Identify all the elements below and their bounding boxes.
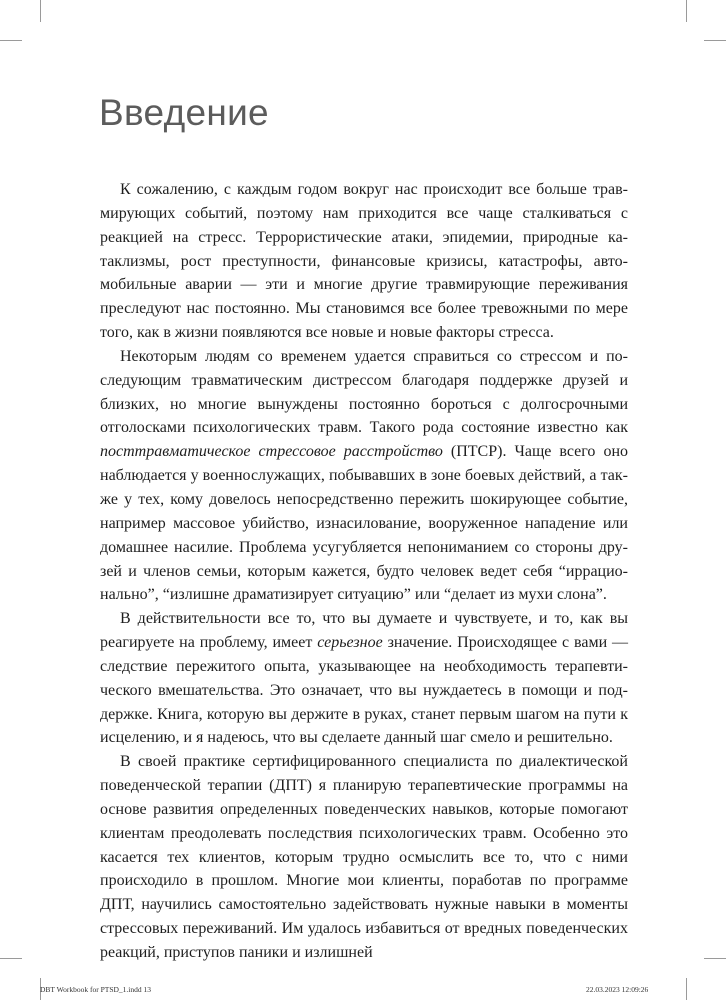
body-paragraph (100, 178, 628, 345)
paragraph-text: К сожалению, с каждым годом вокруг нас происходит все больше травмирующих событий, поэтому нам приходится все чаще сталкиваться с реакцией на стресс. Террористические атаки, эпидемии, природные катаклизмы, рост преступности, финансовые кризисы, катастрофы, автомобильные аварии — эти и многие другие травмирующие переживания преследуют нас постоянно. Мы становимся все более тревожными по мере того, как в жизни появляются все новые и новые факторы стресса. (100, 181, 628, 342)
paragraph-text: (ПТСР). Чаще всего оно наблюдается у военнослужащих, побывавших в зоне боевых действий, а также у тех, кому довелось непосредственно пережить шокирующее событие, например массовое убийство, изнасилование, вооруженное нападение или домашнее насилие. Проблема усугубляется непониманием со стороны друзей и членов семьи, которым кажется, будто человек ведет себя “иррационально”, “излишне драматизирует ситуацию” или “делает из мухи слона”. (100, 443, 629, 604)
paragraph-text: значение. Происходящее с вами — следствие пережитого опыта, указывающее на необходимость терапевтического вмешательства. Это означает, что вы нуждаетесь в помощи и поддержке. Книга, которую вы держите в руках, станет первым шагом на пути к исцелению, и я надеюсь, что вы сделаете данный шаг смело и решительно. (100, 634, 628, 747)
crop-mark (0, 958, 22, 959)
paragraph-text: В своей практике сертифицированного специалиста по диалектической поведенческой терапии (ДПТ) я планирую терапевтические программы на основе развития определенных поведенческих навыков, которые помогают клиентам преодолевать последствия психологических травм. Особенно это касается тех клиентов, которым трудно осмыслить все то, что с ними происходило в прошлом. Многие мои клиенты, поработав по программе ДПТ, научились самостоятельно задействовать нужные навыки в моменты стрессовых переживаний. Им удалось избавиться от вредных поведенческих реакций, приступов паники и излишней (100, 753, 628, 961)
footer-timestamp: 22.03.2023 12:09:26 (586, 985, 649, 994)
crop-mark (40, 0, 41, 22)
paragraph-text: Некоторым людям со временем удается справиться со стрессом и последующим травматическим дистрессом благодаря поддержке друзей и близких, но многие вынуждены постоянно бороться с долгосрочными отголосками психологических травм. Такого рода состояние известно как (100, 347, 628, 437)
footer-file-name: DBT Workbook for PTSD_1.indd 13 (40, 985, 151, 994)
body-paragraph (100, 345, 628, 607)
crop-mark (686, 0, 687, 22)
body-paragraph (100, 750, 628, 965)
body-paragraph (100, 607, 628, 750)
crop-mark (704, 40, 726, 41)
emphasis-text: серьезное (317, 634, 383, 652)
chapter-title: Введение (99, 92, 269, 133)
crop-mark (0, 40, 22, 41)
body-text (100, 178, 628, 965)
crop-mark (686, 978, 687, 1000)
emphasis-text: посттравматическое стрессовое расстройство (100, 443, 443, 461)
paragraph-text: В действительности все то, что вы думаете и чувствуете, и то, как вы реагируете на проблему, имеет (100, 610, 628, 652)
crop-mark (704, 958, 726, 959)
